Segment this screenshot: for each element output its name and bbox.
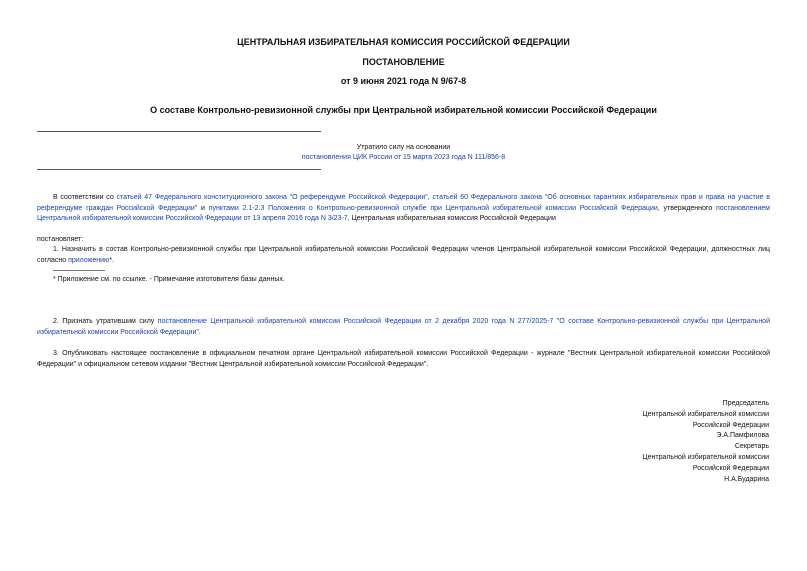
status-note-text: Утратило силу на основании [356,144,451,151]
repealed-decree-2020-link[interactable]: постановление Центральной избирательной комиссии Российской Федерации от 2 декабря 2020 года N 277/2025-7 "О составе Контрольно-ревизионной службы при Центральной избирательной комиссии Российской Федерации" [37,318,770,336]
preamble-text: , утвержденного [657,204,717,212]
signature-line: Э.А.Памфилова [716,432,769,440]
item-1-suffix: *. [109,256,114,264]
signature-line: Центральной избирательной комиссии [642,410,769,418]
divider-bottom [37,169,321,170]
preamble-text: , Центральная избирательная комиссия Российской Федерации [347,215,556,222]
fkz-referendum-link[interactable]: статьей 47 Федерального конституционного закона "О референдуме Российской Федерации" [116,194,428,201]
footnote-divider [53,270,105,271]
status-note [0,143,807,163]
document-type: ПОСТАНОВЛЕНИЕ [362,57,445,67]
decree-word: постановляет: [37,236,84,243]
item-2-paragraph [37,317,770,338]
signature-block [569,399,769,485]
item-1-text: 1. Назначить в состав Контрольно-ревизионной службы при Центральной избирательной комиссии Российской Федерации членов Центральной избирательной комиссии Российской Федерации, должностных лиц согласно [37,246,770,264]
item-2-text: 2. Признать утратившим силу [53,318,158,325]
preamble-text: и [197,204,209,212]
signature-line: Российской Федерации [692,421,769,429]
item-2-suffix: . [198,328,201,336]
item-3-paragraph: 3. Опубликовать настоящее постановление в официальном печатном органе Центральной избирательной комиссии Российской Федерации - журнале "Вестник Центральной избирательной комиссии Российской Федерации" и официальном сетевом издании "Вестник Центральной избирательной комиссии Российской Федерации". [37,350,770,368]
divider-top [37,131,321,132]
preamble-text: В соответствии со [53,194,117,201]
repeal-decree-link[interactable]: постановления ЦИК России от 15 марта 2023 года N 111/856-8 [301,154,506,161]
appendix-link[interactable]: приложению [68,256,110,264]
document-title: О составе Контрольно-ревизионной службы при Центральной избирательной комиссии Российской Федерации [150,105,657,115]
signature-line: Центральной избирательной комиссии [642,453,769,461]
item-1-paragraph [37,245,770,266]
regulation-points-link[interactable]: пунктами 2.1-2.3 Положения о Контрольно-ревизионной службе при Центральной избирательной комиссии Российской Федерации [208,204,658,212]
signature-line: Н.А.Бударина [724,475,769,483]
signature-line: Российской Федерации [692,464,769,472]
document-date-number: от 9 июня 2021 года N 9/67-8 [340,76,467,86]
footnote: * Приложение см. по ссылке. - Примечание изготовителя базы данных. [53,276,285,283]
preamble-text: , [427,194,433,201]
federal-law-link[interactable]: статьей 60 Федерального закона "Об основных гарантиях избирательных прав и права на участие в референдуме граждан Российской Федерации" [37,194,770,212]
organization-heading: ЦЕНТРАЛЬНАЯ ИЗБИРАТЕЛЬНАЯ КОМИССИЯ РОССИЙСКОЙ ФЕДЕРАЦИИ [237,37,570,47]
signature-line: Секретарь [734,443,769,451]
signature-line: Председатель [722,400,769,407]
cec-decree-2016-link[interactable]: постановлением Центральной избирательной комиссии Российской Федерации от 13 апреля 2016 года N 3/23-7 [37,204,770,222]
preamble-paragraph [37,193,770,225]
